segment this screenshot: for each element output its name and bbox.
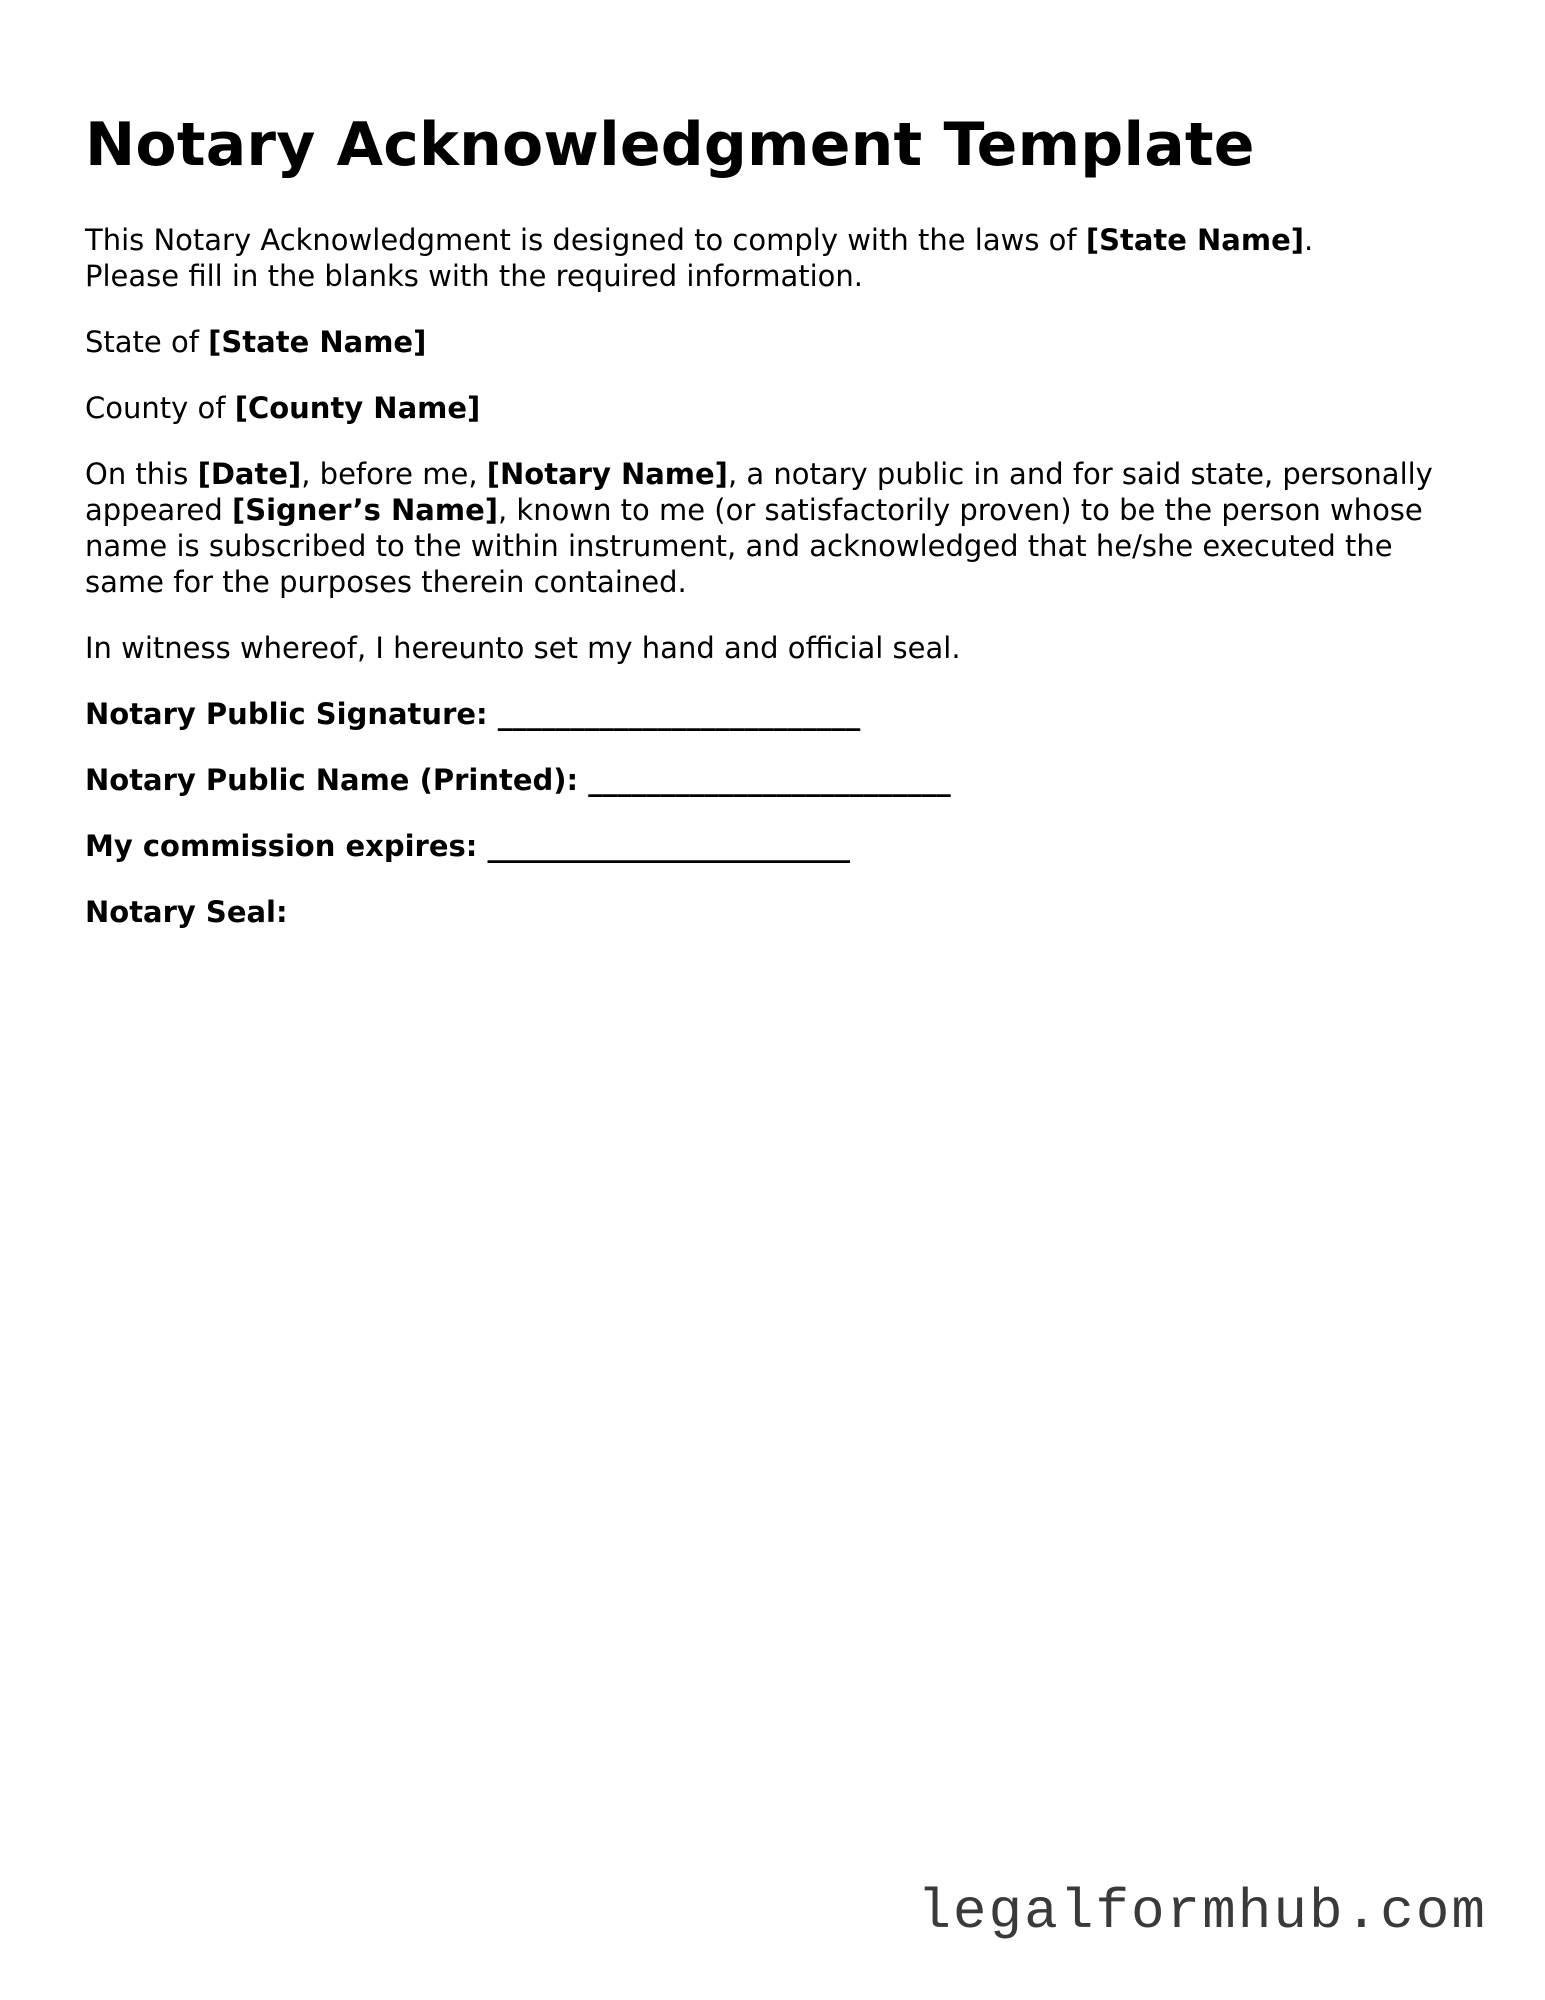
intro-instructions: Please fill in the blanks with the required information. [85, 259, 864, 293]
notary-name-placeholder: [Notary Name] [486, 457, 728, 491]
county-label: County of [85, 391, 235, 425]
state-name-placeholder: [State Name] [1085, 223, 1304, 257]
document-page [85, 100, 1465, 930]
page-title: Notary Acknowledgment Template [85, 110, 1255, 180]
acknowledgment-paragraph [85, 456, 1465, 600]
state-value: [State Name] [208, 325, 427, 359]
intro-text: This Notary Acknowledgment is designed to comply with the laws of [85, 223, 1086, 257]
date-placeholder: [Date] [197, 457, 302, 491]
printed-name-field: Notary Public Name (Printed): _________________________ [85, 763, 951, 797]
body-text-3: , a notary public in and for said state, personally appeared [85, 457, 1433, 527]
state-label: State of [85, 325, 209, 359]
county-line [85, 390, 1465, 426]
body-text-1: On this [85, 457, 198, 491]
witness-statement: In witness whereof, I hereunto set my hand and official seal. [85, 631, 961, 665]
signature-field: Notary Public Signature: _________________________ [85, 697, 861, 731]
state-line [85, 324, 1465, 360]
body-text-2: , before me, [301, 457, 487, 491]
signer-name-placeholder: [Signer’s Name] [231, 493, 498, 527]
intro-period: . [1304, 223, 1314, 257]
site-watermark: legalformhub.com [917, 1880, 1487, 1944]
county-value: [County Name] [234, 391, 481, 425]
body-text-4: , known to me (or satisfactorily proven) to be the person whose name is subscribed to the within instrument, and acknowledged that he/she executed the same for the purposes therein contained. [85, 493, 1423, 599]
commission-expires-field: My commission expires: _________________________ [85, 829, 850, 863]
intro-paragraph [85, 222, 1465, 294]
notary-seal-label: Notary Seal: [85, 895, 288, 929]
